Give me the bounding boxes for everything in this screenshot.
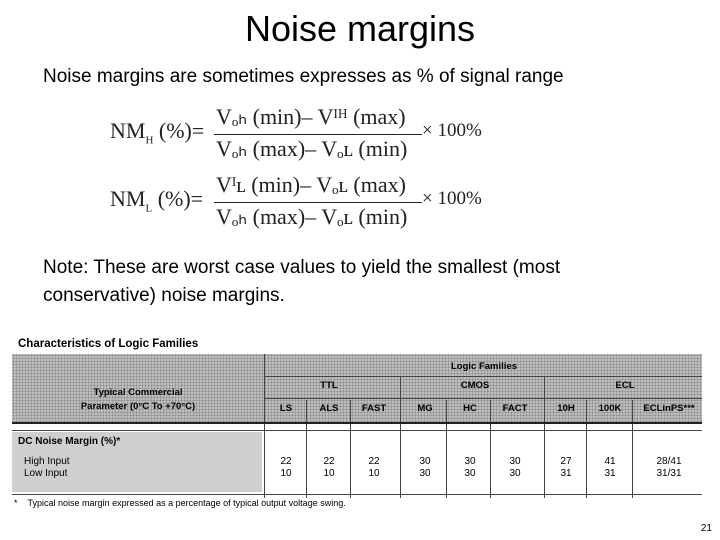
table-title: Characteristics of Logic Families (18, 338, 199, 350)
cell-high-10h: 27 (560, 456, 572, 467)
cell-low-hc: 30 (464, 468, 476, 479)
intro-text: Noise margins are sometimes expresses as % of signal range (43, 66, 564, 87)
family-cmos: CMOS (460, 380, 490, 391)
grid-line (544, 376, 545, 498)
col-10h: 10H (557, 403, 575, 414)
col-fast: FAST (361, 403, 387, 414)
formula-denominator: Vₒₕ (max)– Vₒʟ (min) (216, 136, 408, 161)
formula-lhs: NM (110, 186, 146, 211)
cell-high-fast: 22 (368, 456, 380, 467)
footnote-text: Typical noise margin expressed as a percentage of typical output voltage swing. (27, 498, 346, 508)
cell-low-als: 10 (323, 468, 335, 479)
col-100k: 100K (598, 403, 622, 414)
table-footnote (14, 498, 346, 508)
col-fact: FACT (502, 403, 528, 414)
cell-high-fact: 30 (509, 456, 521, 467)
grid-line (632, 400, 633, 498)
grid-line (400, 376, 401, 498)
formula-nm-low (110, 172, 510, 232)
grid-line (12, 422, 702, 424)
grid-line (12, 430, 702, 431)
col-als: ALS (319, 403, 339, 414)
family-ecl: ECL (615, 380, 635, 391)
section-label: DC Noise Margin (%)* (18, 436, 121, 447)
cell-high-ls: 22 (280, 456, 292, 467)
grid-line (306, 400, 307, 498)
cell-low-fact: 30 (509, 468, 521, 479)
cell-low-10h: 31 (560, 468, 572, 479)
cell-high-eclinps: 28/41 (656, 456, 682, 467)
formula-percent: (%)= (157, 186, 204, 211)
col-hc: HC (463, 403, 477, 414)
grid-line (350, 400, 351, 498)
cell-high-mg: 30 (419, 456, 431, 467)
formula-lhs: NM (110, 118, 146, 143)
cell-high-hc: 30 (464, 456, 476, 467)
formula-numerator: Vₒₕ (min)– Vᴵᴴ (max) (216, 104, 406, 129)
grid-line (490, 400, 491, 498)
note-text: Note: These are worst case values to yield the smallest (most conservative) noise margins. (43, 257, 561, 306)
grid-line (12, 494, 702, 495)
formula-multiplier: × 100% (422, 188, 482, 209)
formula-percent: (%)= (158, 118, 205, 143)
cell-low-fast: 10 (368, 468, 380, 479)
logic-families-table (8, 336, 708, 516)
slide-title: Noise margins (244, 8, 476, 49)
footnote-mark: * (14, 498, 18, 508)
formula-multiplier: × 100% (422, 120, 482, 141)
grid-line (446, 400, 447, 498)
group-header: Logic Families (451, 361, 517, 372)
formula-numerator: Vᴵʟ (min)– Vₒʟ (max) (216, 172, 406, 197)
col-mg: MG (417, 403, 433, 414)
formula-lhs-subscript: H (145, 134, 154, 147)
cell-high-als: 22 (323, 456, 335, 467)
cell-low-100k: 31 (604, 468, 616, 479)
param-header-line2: Parameter (0°C To +70°C) (80, 401, 196, 412)
cell-low-mg: 30 (419, 468, 431, 479)
grid-line (586, 400, 587, 498)
param-header-line1: Typical Commercial (93, 387, 183, 398)
family-ttl: TTL (320, 380, 338, 391)
formula-nm-high (110, 104, 510, 164)
cell-high-100k: 41 (604, 456, 616, 467)
formula-lhs-subscript: L (145, 202, 153, 215)
col-ls: LS (279, 403, 293, 414)
cell-low-eclinps: 31/31 (656, 468, 682, 479)
row-label-low: Low Input (24, 468, 68, 479)
fraction-bar (214, 202, 422, 203)
grid-line (264, 376, 702, 377)
fraction-bar (214, 134, 422, 135)
grid-line (264, 398, 702, 399)
formula-denominator: Vₒₕ (max)– Vₒʟ (min) (216, 204, 408, 229)
row-label-high: High Input (24, 456, 70, 467)
col-eclinps: ECLinPS*** (643, 403, 695, 414)
page-number: 21 (700, 523, 712, 534)
cell-low-ls: 10 (280, 468, 292, 479)
